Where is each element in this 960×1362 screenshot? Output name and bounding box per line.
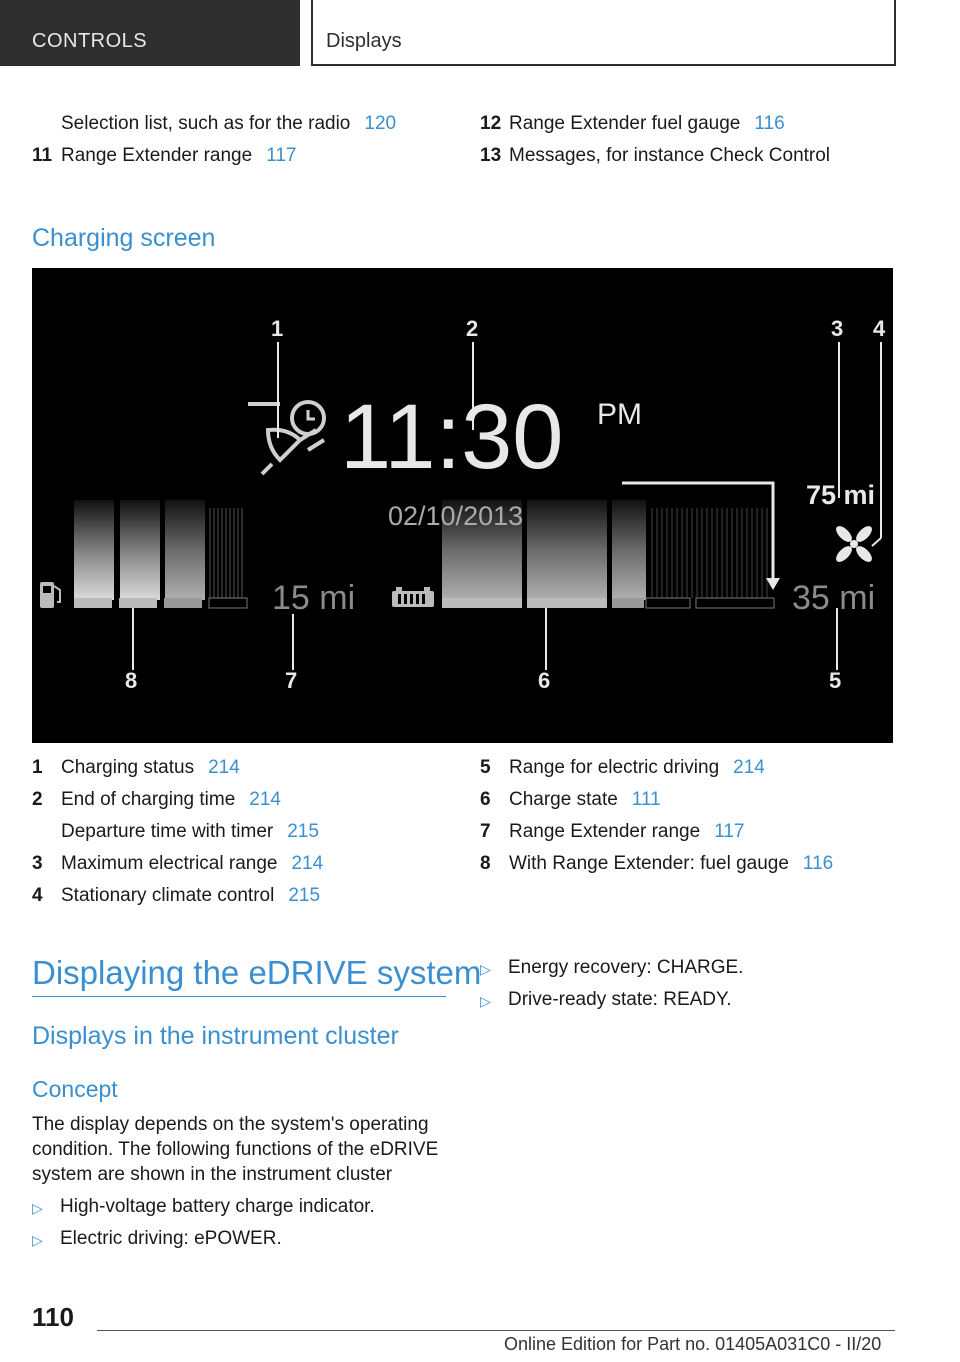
- section-tab: [0, 0, 300, 66]
- page-ref-link[interactable]: 214: [208, 757, 240, 778]
- charging-status-icon: [248, 402, 324, 474]
- callout-5: 5: [829, 668, 842, 693]
- electric-range: 35 mi: [792, 579, 876, 617]
- page-ref-link[interactable]: 214: [733, 757, 765, 778]
- callout-3: 3: [831, 316, 844, 341]
- footer-rule: [97, 1330, 895, 1331]
- page-number: 110: [32, 1302, 74, 1332]
- arrow-head: [766, 578, 780, 590]
- clock-time: 11:30: [340, 386, 564, 488]
- concept-paragraph: The display depends on the system's operating condition. The following functions of the eDRIVE system are shown in the instrument cluster: [32, 1114, 439, 1185]
- callout-1: 1: [271, 316, 284, 341]
- edrive-title: Displaying the eDRIVE system: [32, 954, 482, 991]
- page-ref-link[interactable]: 214: [291, 853, 324, 874]
- page-header: [0, 0, 960, 66]
- battery-icon: [392, 587, 434, 607]
- page-ref-link[interactable]: 116: [754, 113, 785, 134]
- fuel-pump-icon: [40, 582, 60, 608]
- callout-6: 6: [538, 668, 551, 693]
- triangle-bullet-icon: ▷: [32, 1200, 43, 1216]
- callout-7: 7: [285, 668, 298, 693]
- range-extender-range: 15 mi: [272, 579, 356, 617]
- instrument-cluster-drawing: [32, 268, 893, 743]
- edrive-subtitle: Displays in the instrument cluster: [32, 1022, 399, 1050]
- chapter-label: Displays: [326, 30, 402, 52]
- date-display: 02/10/2013: [388, 501, 524, 531]
- page-ref-link[interactable]: 116: [802, 853, 834, 874]
- title-rule: [32, 996, 446, 997]
- chapter-tab: [311, 0, 896, 66]
- fuel-gauge-bars: [74, 500, 247, 608]
- page-ref-link[interactable]: 120: [364, 113, 397, 134]
- callout-4: 4: [873, 316, 886, 341]
- edition-text: Online Edition for Part no. 01405A031C0 - II/20: [504, 1334, 882, 1354]
- page-ref-link[interactable]: 117: [714, 821, 745, 842]
- page-ref-link[interactable]: 215: [288, 885, 321, 906]
- instrument-cluster-image: [32, 268, 893, 743]
- max-electrical-range: 75 mi: [806, 480, 876, 510]
- triangle-bullet-icon: ▷: [32, 1232, 43, 1248]
- page-ref-link[interactable]: 111: [631, 789, 661, 810]
- page-ref-link[interactable]: 117: [266, 145, 297, 166]
- charging-screen-heading: Charging screen: [32, 224, 216, 252]
- callout-2: 2: [466, 316, 479, 341]
- fan-icon: [833, 523, 874, 564]
- triangle-bullet-icon: ▷: [480, 993, 491, 1009]
- clock-ampm: PM: [597, 398, 642, 431]
- page-ref-link[interactable]: 215: [287, 821, 319, 842]
- concept-heading: Concept: [32, 1076, 118, 1102]
- triangle-bullet-icon: ▷: [480, 961, 491, 977]
- callout-8: 8: [125, 668, 138, 693]
- page-ref-link[interactable]: 214: [249, 789, 281, 810]
- section-label: CONTROLS: [32, 30, 148, 52]
